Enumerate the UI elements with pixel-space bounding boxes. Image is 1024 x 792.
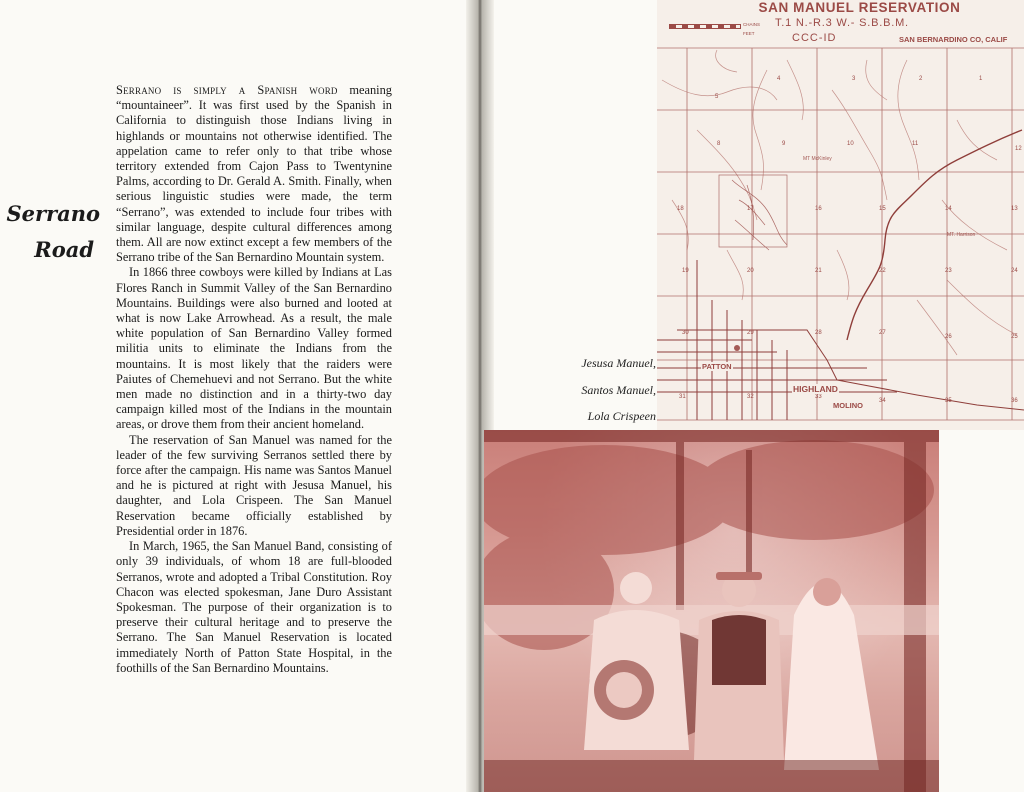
section-number: 10 [847,141,854,147]
reservation-map [657,0,1024,430]
map-subtitle-county: SAN BERNARDINO CO, CALIF [899,35,1008,44]
section-number: 9 [782,141,786,147]
paragraph-4: In March, 1965, the San Manuel Band, consisting of only 39 individuals, of whom 18 are full-blooded Serranos, wrote and adopted a Tribal Constitution. Roy Chacon was elected spokesman, Jane Duro Assistant Spokesman. The purpose of their organization is to preserve their cultural heritage and to preserve the Serrano. The San Manuel Reservation is located immediately North of Patton State Hospital, in the foothills of the San Bernardino Mountains. [116,539,392,675]
body-text [116,83,392,676]
map-label-molino: MOLINO [833,401,863,410]
section-number: 20 [747,268,754,274]
section-number: 24 [1011,268,1018,274]
section-number: 21 [815,268,822,274]
section-number: 28 [815,330,822,336]
section-number: 1 [979,76,983,82]
title-line-serrano: Serrano [6,201,100,226]
section-number: 34 [879,398,886,404]
section-number: 29 [747,330,754,336]
map-label-patton: PATTON [702,362,732,371]
paragraph-1-lead: Serrano is simply a Spanish word [116,83,338,97]
map-label-highland: HIGHLAND [793,384,838,394]
section-number: 13 [1011,206,1018,212]
section-number: 30 [682,330,689,336]
svg-text:MT. Harrison: MT. Harrison [947,232,976,238]
section-number: 31 [679,394,686,400]
caption-jesusa: Jesusa Manuel, [581,356,656,370]
caption-lola: Lola Crispeen [587,409,656,423]
section-number: 4 [777,76,781,82]
svg-text:MT McKinley: MT McKinley [803,156,832,162]
page-title [0,196,100,268]
paragraph-3: The reservation of San Manuel was named for the leader of the few surviving Serranos settled there by force after the campaign. His name was Santos Manuel and he is pictured at right with Jesusa Manuel, his daughter, and Lola Crispeen. The San Manuel Reservation became officially established by Presidential order in 1876. [116,432,392,538]
section-number: 15 [879,206,886,212]
paragraph-2: In 1866 three cowboys were killed by Indians at Las Flores Ranch in Summit Valley of the San Bernardino Mountains. Buildings were also burned and looted at what is now Lake Arrowhead. As a result, the male white population of San Bernardino Valley formed militia units to eliminate the Indians from the mountains. It is most likely that the raiders were Paiutes of Chemehuevi and not Serrano. But the white men made no distinction and in a thirty-two day campaign killed most of the Indians in the mountain areas, or drove them from their ancient homeland. [116,265,392,432]
historic-photo [484,430,939,792]
section-number: 12 [1015,146,1022,152]
section-number: 19 [682,268,689,274]
map-subtitle-township: T.1 N.-R.3 W.- S.B.B.M. [775,17,909,29]
right-page [494,0,1024,792]
paragraph-1-rest: meaning “mountaineer”. It was first used by the Spanish in California to distinguish those Indians living in highlands or mountains not otherwise identified. The appelation came to refer only to that tribe whose territory extended from Cajon Pass to Twentynine Palms, according to Dr. Gerald A. Smith. Finally, when serious linguistic studies were made, the term “Serrano”, was extended to include four tribes with similar language, despite cultural differences among them. All are now extinct except a few members of the Serrano tribe of the San Bernardino Mountain system. [116,83,393,265]
section-number: 14 [945,206,952,212]
paragraph-1 [116,83,392,265]
left-page [0,0,472,792]
photo-scene [484,430,939,792]
scale-bar [669,24,741,29]
photo-caption [556,350,656,430]
section-number: 16 [815,206,822,212]
section-number: 35 [945,398,952,404]
section-number: 3 [852,76,856,82]
map-subtitle-code: CCC-ID [792,32,837,44]
section-number: 17 [747,206,754,212]
section-number: 36 [1011,398,1018,404]
section-number: 33 [815,394,822,400]
section-number: 22 [879,268,886,274]
section-number: 8 [717,141,721,147]
section-number: 23 [945,268,952,274]
section-number: 18 [677,206,684,212]
map-scale [669,20,761,38]
scale-unit-feet: FEET [743,31,755,36]
caption-santos: Santos Manuel, [581,382,656,397]
section-number: 26 [945,334,952,340]
scale-unit-chains: CHAINS [743,22,761,27]
section-number: 27 [879,330,886,336]
section-number: 2 [919,76,923,82]
section-number: 5 [715,94,719,100]
section-number: 32 [747,394,754,400]
title-line-road: Road [34,237,94,262]
section-number: 25 [1011,334,1018,340]
section-number: 11 [912,141,919,147]
map-title: SAN MANUEL RESERVATION [758,0,961,15]
